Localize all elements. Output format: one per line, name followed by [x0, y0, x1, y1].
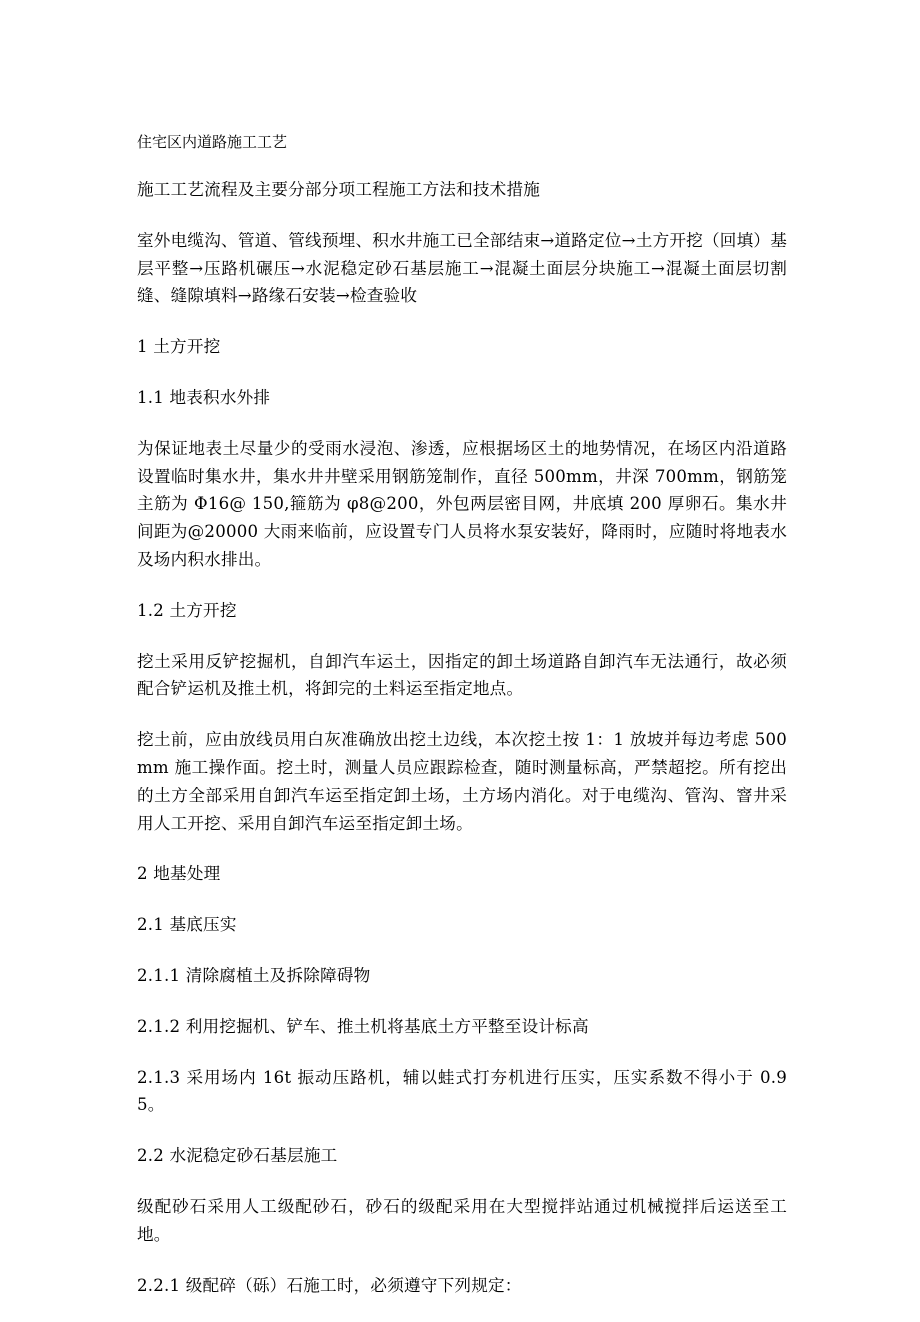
document-title: 住宅区内道路施工工艺	[137, 133, 288, 151]
item-compact-base: 2.1.3 采用场内 16t 振动压路机，辅以蛙式打夯机进行压实，压实系数不得小于 0.95。	[137, 1067, 787, 1115]
paragraph-drainage: 为保证地表土尽量少的受雨水浸泡、渗透，应根据场区土的地势情况，在场区内沿道路设置临时集水井，集水井井壁采用钢筋笼制作，直径 500mm，井深 700mm，钢筋笼主筋为 Φ16@ 150,箍筋为 φ8@200，外包两层密目网，井底填 200 厚卵石。集水井间距为@20000 大雨来临前，应设置专门人员将水泵安装好，降雨时，应随时将地表水及场内积水排出。	[137, 438, 787, 569]
item-gravel-rules: 2.2.1 级配碎（砾）石施工时，必须遵守下列规定：	[137, 1275, 522, 1295]
section-heading-foundation: 2 地基处理	[137, 864, 221, 884]
subsection-heading-drainage: 1.1 地表积水外排	[137, 387, 271, 407]
paragraph-excavation-equipment: 挖土采用反铲挖掘机，自卸汽车运土，因指定的卸土场道路自卸汽车无法通行，故必须配合铲运机及推土机，将卸完的土料运至指定地点。	[137, 651, 787, 699]
paragraph-process-heading: 施工工艺流程及主要分部分项工程施工方法和技术措施	[137, 180, 541, 199]
paragraph-process-flow: 室外电缆沟、管道、管线预埋、积水井施工已全部结束→道路定位→土方开挖（回填）基层平整→压路机碾压→水泥稳定砂石基层施工→混凝土面层分块施工→混凝土面层切割缝、缝隙填料→路缘石安装→检查验收	[137, 230, 787, 306]
item-level-base: 2.1.2 利用挖掘机、铲车、推土机将基底土方平整至设计标高	[137, 1016, 589, 1036]
subsection-heading-excavation: 1.2 土方开挖	[137, 600, 237, 620]
document-page	[137, 130, 787, 1322]
subsection-heading-cement-base: 2.2 水泥稳定砂石基层施工	[137, 1146, 338, 1166]
paragraph-graded-gravel: 级配砂石采用人工级配砂石，砂石的级配采用在大型搅拌站通过机械搅拌后运送至工地。	[137, 1196, 787, 1244]
paragraph-excavation-method: 挖土前，应由放线员用白灰准确放出挖土边线，本次挖土按 1：1 放坡并每边考虑 500mm 施工操作面。挖土时，测量人员应跟踪检查，随时测量标高，严禁超挖。所有挖出的土方全部采用自卸汽车运至指定卸土场，土方场内消化。对于电缆沟、管沟、窨井采用人工开挖、采用自卸汽车运至指定卸土场。	[137, 730, 787, 833]
section-heading-earthwork: 1 土方开挖	[137, 337, 221, 357]
item-clear-topsoil: 2.1.1 清除腐植土及拆除障碍物	[137, 965, 371, 985]
subsection-heading-compaction: 2.1 基底压实	[137, 915, 237, 935]
